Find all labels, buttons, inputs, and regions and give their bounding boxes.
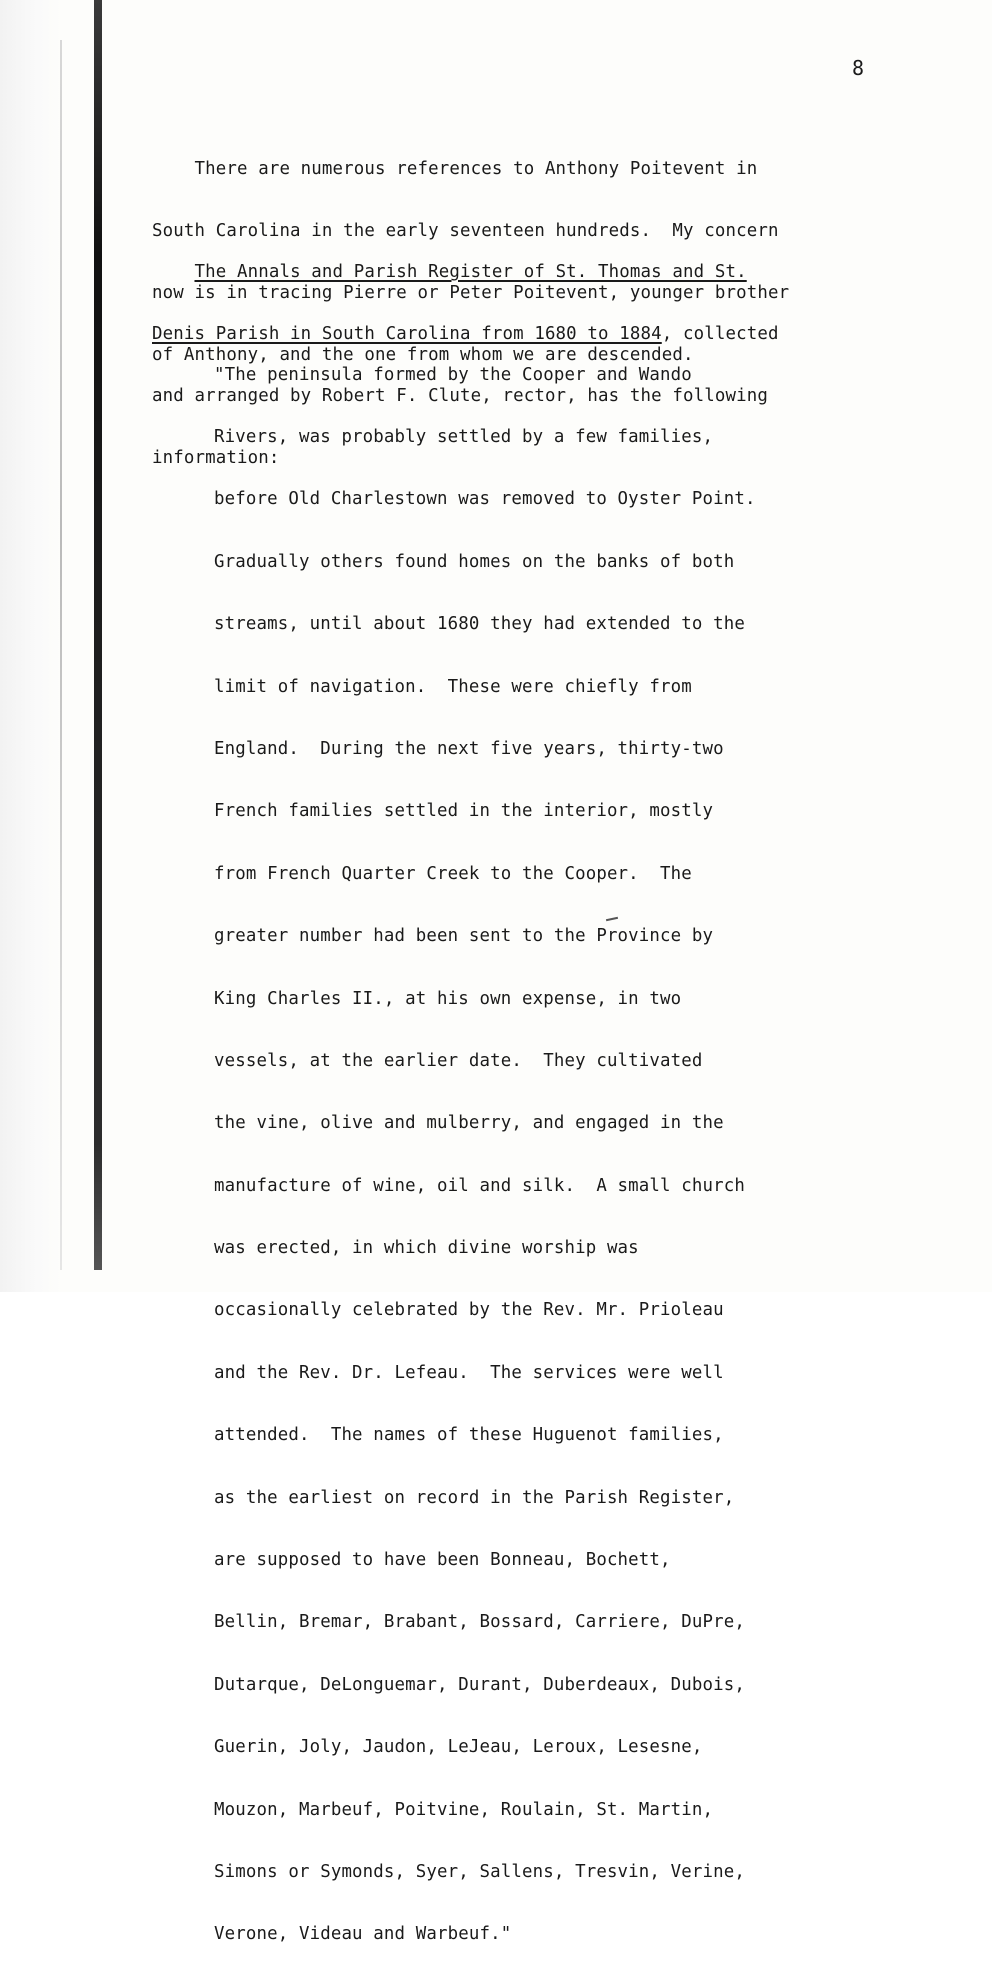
page-number: 8 xyxy=(852,56,865,80)
paragraph-line: information: xyxy=(152,447,280,468)
quote-line: are supposed to have been Bonneau, Bochett, xyxy=(214,1550,671,1571)
quote-line: before Old Charlestown was removed to Oyster Point. xyxy=(214,489,756,510)
paragraph-line xyxy=(152,262,912,283)
quote-line: streams, until about 1680 they had extended to the xyxy=(214,614,746,635)
block-quote xyxy=(214,323,756,1987)
quote-line: greater number had been sent to the Province by xyxy=(214,926,714,947)
quote-line: from French Quarter Creek to the Cooper. The xyxy=(214,863,692,884)
paragraph-line: now is in tracing Pierre or Peter Poitevent, younger brother xyxy=(152,282,790,303)
quote-line: Gradually others found homes on the banks of both xyxy=(214,551,735,572)
quote-line: was erected, in which divine worship was xyxy=(214,1238,639,1259)
quote-line: and the Rev. Dr. Lefeau. The services were well xyxy=(214,1362,724,1383)
paragraph-line: of Anthony, and the one from whom we are descended. xyxy=(152,344,694,365)
paragraph-line: There are numerous references to Anthony Poitevent in xyxy=(152,159,758,180)
quote-line: manufacture of wine, oil and silk. A small church xyxy=(214,1175,746,1196)
quote-line: England. During the next five years, thirty-two xyxy=(214,738,724,759)
paragraph-line: South Carolina in the early seventeen hundreds. My concern xyxy=(152,220,779,241)
quote-line: attended. The names of these Huguenot families, xyxy=(214,1425,724,1446)
quote-line: Mouzon, Marbeuf, Poitvine, Roulain, St. Martin, xyxy=(214,1799,714,1820)
quote-line: the vine, olive and mulberry, and engaged in the xyxy=(214,1113,724,1134)
quote-line: Rivers, was probably settled by a few families, xyxy=(214,426,714,447)
quote-line: French families settled in the interior, mostly xyxy=(214,801,714,822)
paragraph-text: , collected xyxy=(661,323,779,344)
binding-edge xyxy=(0,0,62,1292)
quote-line: Simons or Symonds, Syer, Sallens, Tresvin, Verine, xyxy=(214,1861,746,1882)
quote-line: occasionally celebrated by the Rev. Mr. Prioleau xyxy=(214,1300,724,1321)
quote-line: King Charles II., at his own expense, in two xyxy=(214,988,682,1009)
binding-margin-line xyxy=(94,0,102,1270)
book-title-part2: Denis Parish in South Carolina from 1680 to 1884 xyxy=(152,323,662,344)
quote-line: "The peninsula formed by the Cooper and Wando xyxy=(214,364,692,385)
quote-line: limit of navigation. These were chiefly from xyxy=(214,676,692,697)
book-title-part1: The Annals and Parish Register of St. Thomas and St. xyxy=(194,262,747,283)
binding-shadow-line xyxy=(60,40,62,1270)
quote-line: Dutarque, DeLonguemar, Durant, Duberdeaux, Dubois, xyxy=(214,1674,746,1695)
quote-line: Verone, Videau and Warbeuf." xyxy=(214,1924,512,1945)
paragraph-line: and arranged by Robert F. Clute, rector, has the following xyxy=(152,385,768,406)
quote-line: Guerin, Joly, Jaudon, LeJeau, Leroux, Lesesne, xyxy=(214,1737,703,1758)
quote-line: vessels, at the earlier date. They cultivated xyxy=(214,1050,703,1071)
quote-line: Bellin, Bremar, Brabant, Bossard, Carriere, DuPre, xyxy=(214,1612,746,1633)
quote-line: as the earliest on record in the Parish Register, xyxy=(214,1487,735,1508)
